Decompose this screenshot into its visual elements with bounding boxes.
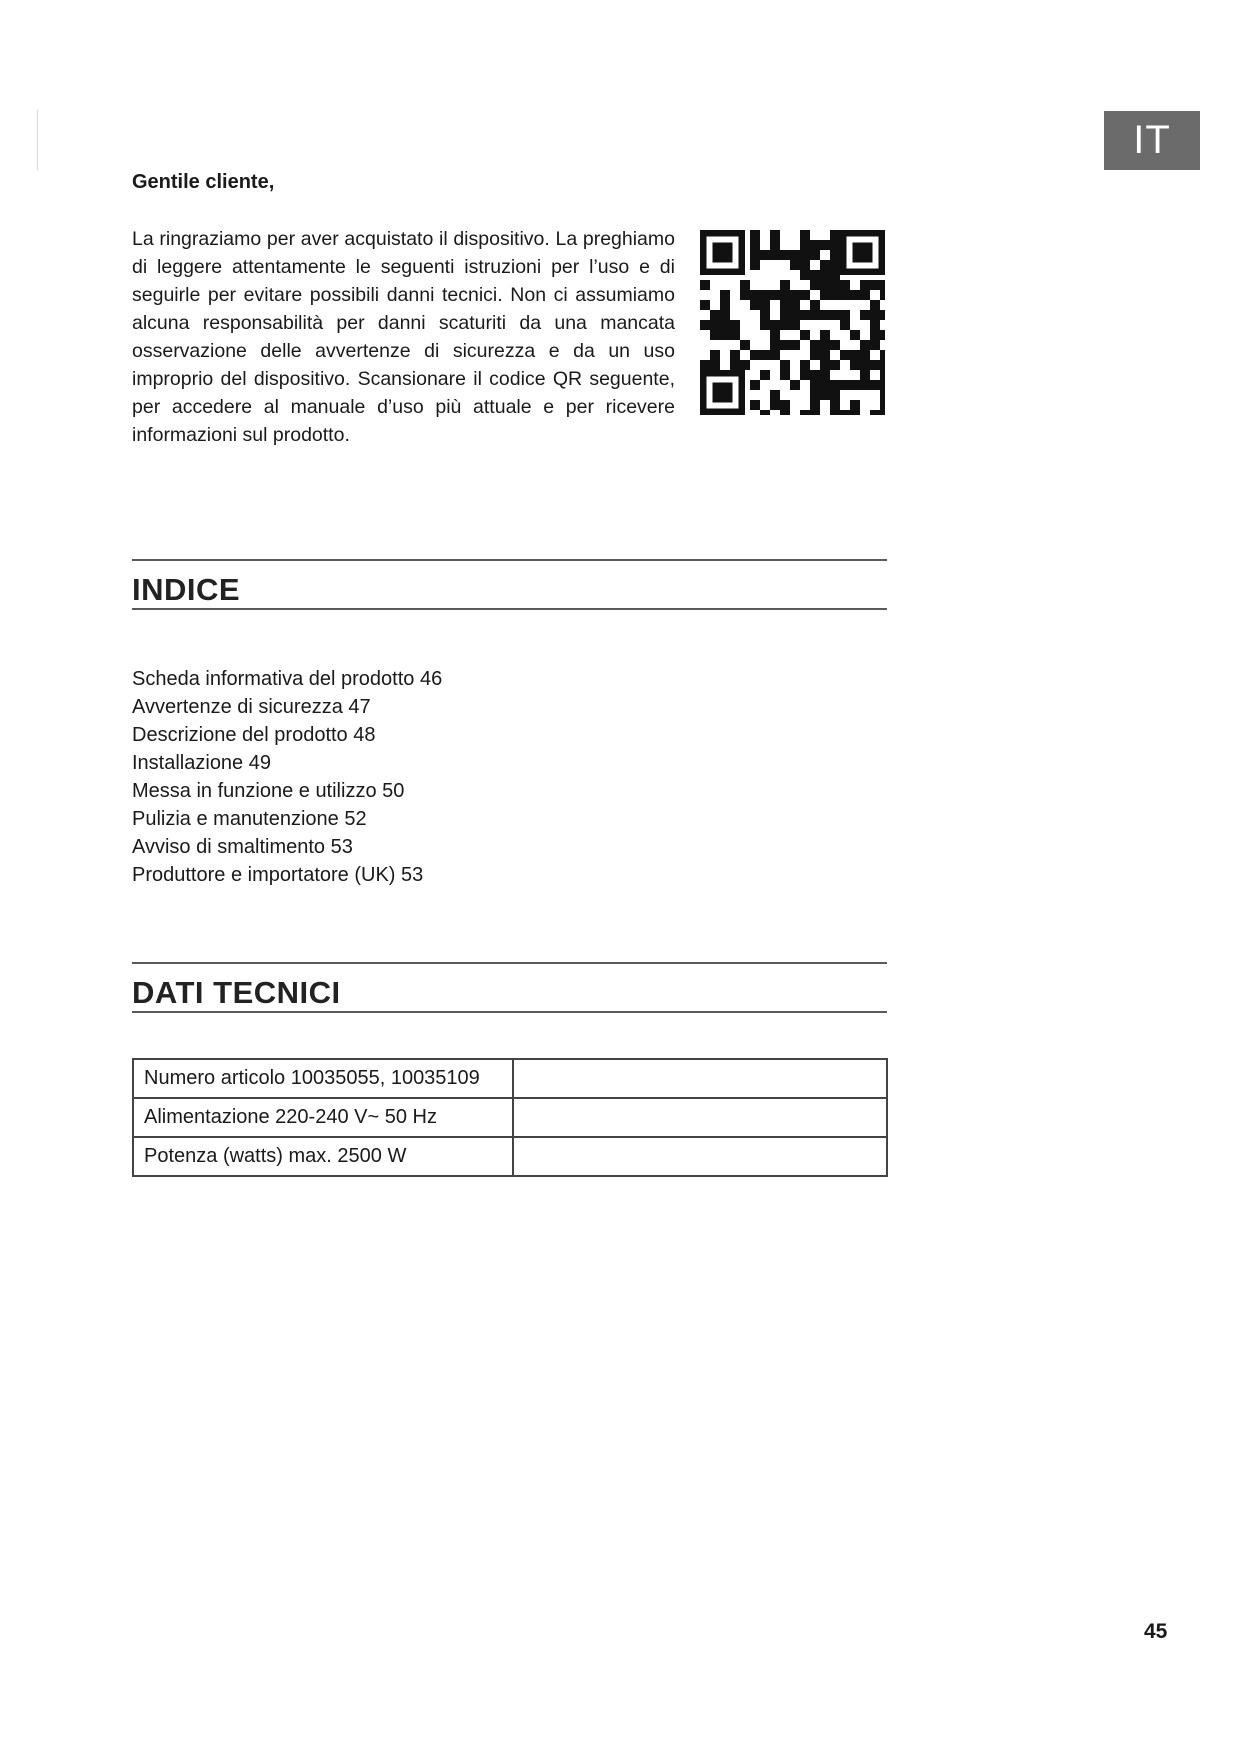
tech-label: Alimentazione 220-240 V~ 50 Hz	[133, 1098, 513, 1137]
tech-label: Potenza (watts) max. 2500 W	[133, 1137, 513, 1176]
tech-title: DATI TECNICI	[132, 975, 341, 1010]
greeting: Gentile cliente,	[132, 171, 275, 193]
index-title: INDICE	[132, 572, 241, 607]
margin-rule	[37, 110, 38, 170]
toc-item[interactable]: Messa in funzione e utilizzo 50	[132, 780, 405, 802]
toc-item[interactable]: Avvertenze di sicurezza 47	[132, 696, 371, 718]
page-number: 45	[1144, 1620, 1168, 1643]
toc-item[interactable]: Installazione 49	[132, 752, 271, 774]
tech-heading	[132, 962, 887, 1013]
toc-item[interactable]: Avviso di smaltimento 53	[132, 836, 353, 858]
language-tab: IT	[1104, 111, 1200, 170]
table-of-contents	[132, 665, 442, 889]
qr-code-icon	[700, 230, 885, 415]
table-row	[133, 1137, 887, 1176]
toc-item[interactable]: Scheda informativa del prodotto 46	[132, 668, 443, 690]
tech-label: Numero articolo 10035055, 10035109	[133, 1059, 513, 1098]
intro-paragraph: La ringraziamo per aver acquistato il dispositivo. La preghiamo di leggere attentamente le seguenti istruzioni per l’uso e di seguirle per evitare possibili danni tecnici. Non ci assumiamo alcuna responsabilità per danni scaturiti da una mancata osservazione delle avvertenze di sicurezza e da un uso improprio del dispositivo. Scansionare il codice QR seguente, per accedere al manuale d’uso più attuale e per ricevere informazioni sul prodotto.	[132, 228, 675, 446]
toc-item[interactable]: Pulizia e manutenzione 52	[132, 808, 367, 830]
table-row	[133, 1098, 887, 1137]
tech-data-table	[132, 1058, 888, 1177]
tech-value	[513, 1098, 887, 1137]
toc-item[interactable]: Descrizione del prodotto 48	[132, 724, 376, 746]
tech-value	[513, 1137, 887, 1176]
toc-item[interactable]: Produttore e importatore (UK) 53	[132, 864, 424, 886]
index-heading	[132, 559, 887, 610]
tech-value	[513, 1059, 887, 1098]
table-row	[133, 1059, 887, 1098]
